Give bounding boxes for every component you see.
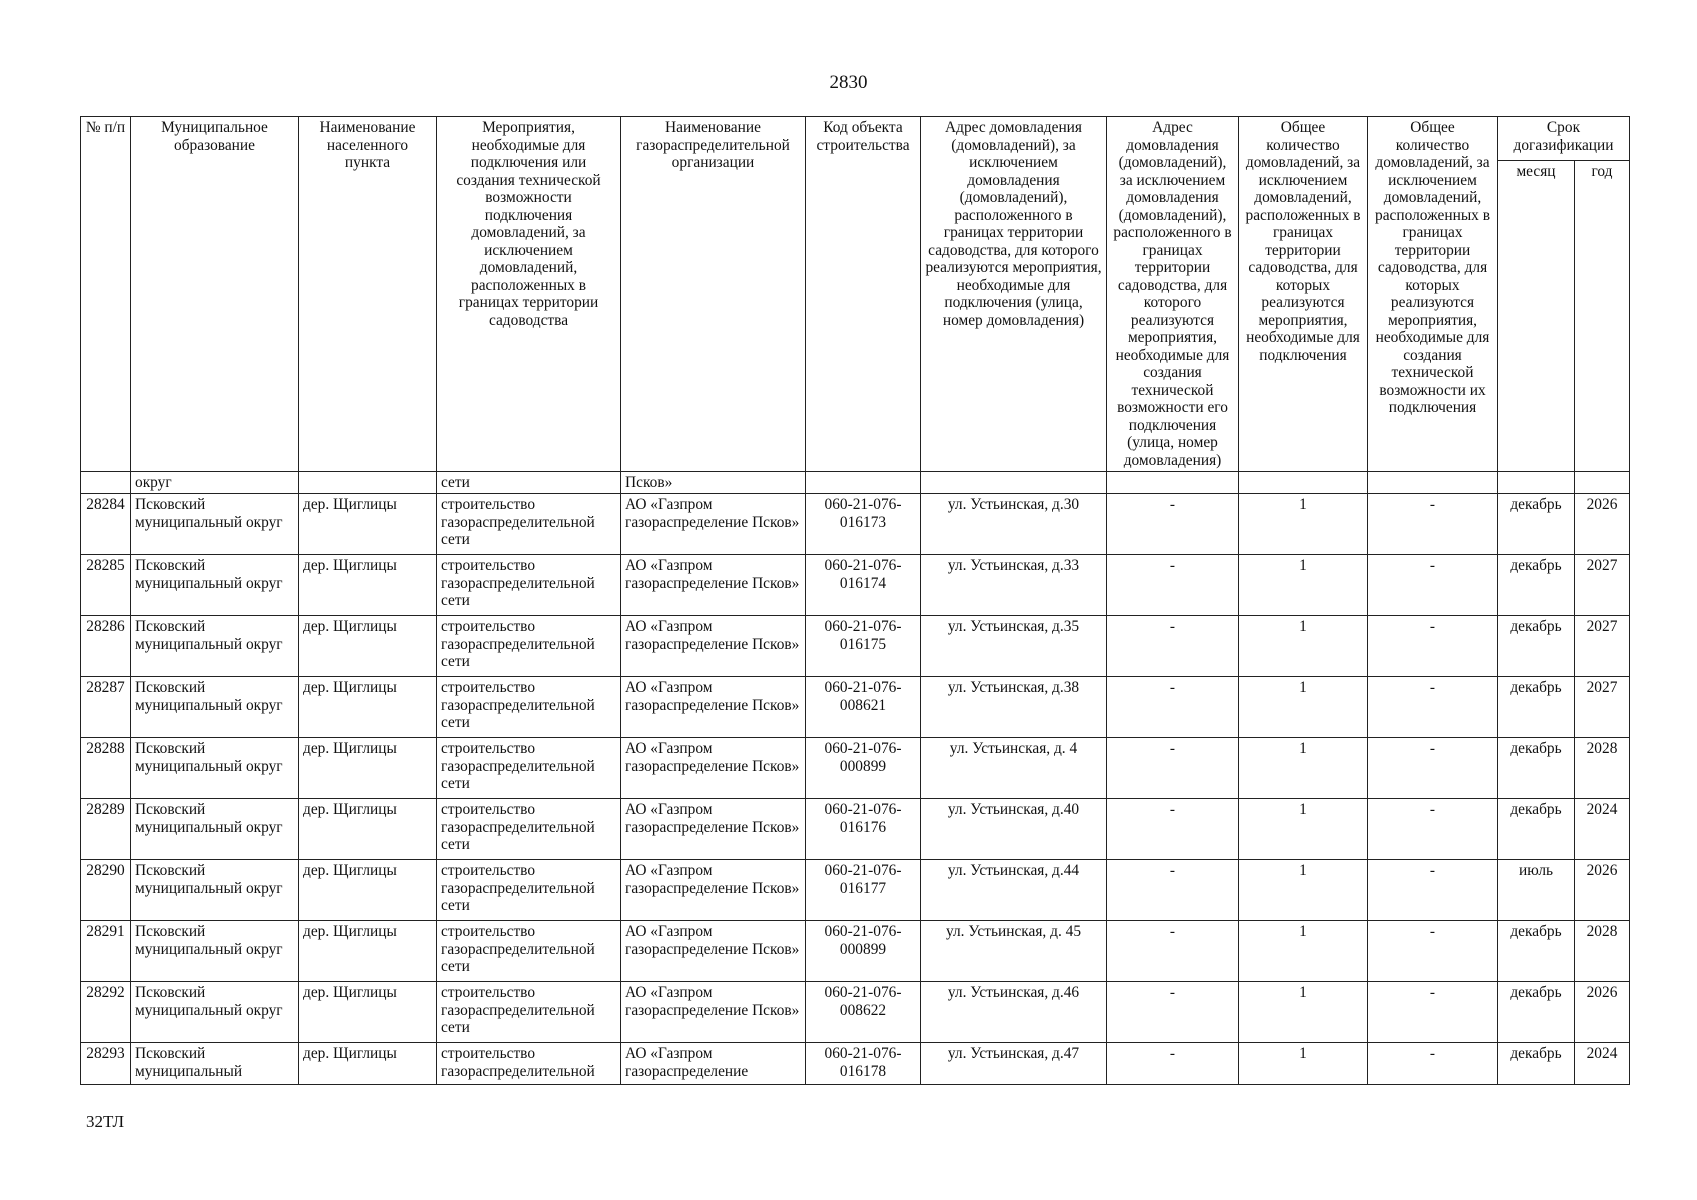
row-count-connect: 1 bbox=[1239, 1043, 1368, 1085]
row-number: 28290 bbox=[81, 860, 131, 921]
row-settlement: дер. Щиглицы bbox=[299, 799, 437, 860]
row-address-sadovodstvo: - bbox=[1107, 982, 1239, 1043]
row-month: декабрь bbox=[1498, 494, 1575, 555]
row-month: декабрь bbox=[1498, 799, 1575, 860]
row-number: 28288 bbox=[81, 738, 131, 799]
cont-municipality: округ bbox=[131, 472, 299, 494]
row-number: 28293 bbox=[81, 1043, 131, 1085]
row-gas-org: АО «Газпром газораспределение Псков» bbox=[621, 677, 806, 738]
row-count-connect: 1 bbox=[1239, 494, 1368, 555]
cont-settlement bbox=[299, 472, 437, 494]
row-municipality: Псковский муниципальный округ bbox=[131, 921, 299, 982]
row-count-sadovodstvo: - bbox=[1368, 799, 1498, 860]
page-number: 2830 bbox=[829, 72, 868, 93]
header-address-connect: Адрес домовладения (домовладений), за исключением домовладения (домовладений), расположенного в границах территории садоводства, для которого реализуются мероприятия, необходимые для подключения (улица, номер домовладения) bbox=[921, 117, 1107, 472]
continuation-row bbox=[81, 472, 1630, 494]
row-count-connect: 1 bbox=[1239, 860, 1368, 921]
row-count-connect: 1 bbox=[1239, 921, 1368, 982]
header-settlement: Наименование населенного пункта bbox=[299, 117, 437, 472]
row-object-code: 060-21-076-016173 bbox=[806, 494, 921, 555]
row-month: декабрь bbox=[1498, 982, 1575, 1043]
row-month: декабрь bbox=[1498, 921, 1575, 982]
row-count-connect: 1 bbox=[1239, 738, 1368, 799]
row-settlement: дер. Щиглицы bbox=[299, 616, 437, 677]
row-gas-org: АО «Газпром газораспределение Псков» bbox=[621, 738, 806, 799]
header-municipality: Муниципальное образование bbox=[131, 117, 299, 472]
row-count-connect: 1 bbox=[1239, 799, 1368, 860]
row-number: 28292 bbox=[81, 982, 131, 1043]
header-measures: Мероприятия, необходимые для подключения или создания технической возможности подключения домовладений, за исключением домовладений, расположенных в границах территории садоводства bbox=[437, 117, 621, 472]
cont-month bbox=[1498, 472, 1575, 494]
row-gas-org: АО «Газпром газораспределение Псков» bbox=[621, 799, 806, 860]
row-address-sadovodstvo: - bbox=[1107, 738, 1239, 799]
row-municipality: Псковский муниципальный округ bbox=[131, 616, 299, 677]
header-month: месяц bbox=[1498, 160, 1575, 471]
document-code: 32ТЛ bbox=[86, 1112, 125, 1131]
row-measures: строительство газораспределительной сети bbox=[437, 738, 621, 799]
cont-num bbox=[81, 472, 131, 494]
row-settlement: дер. Щиглицы bbox=[299, 982, 437, 1043]
row-count-sadovodstvo: - bbox=[1368, 860, 1498, 921]
row-object-code: 060-21-076-016178 bbox=[806, 1043, 921, 1085]
row-municipality: Псковский муниципальный округ bbox=[131, 494, 299, 555]
row-address-sadovodstvo: - bbox=[1107, 677, 1239, 738]
cont-address2 bbox=[1107, 472, 1239, 494]
table-row bbox=[81, 494, 1630, 555]
row-number: 28291 bbox=[81, 921, 131, 982]
table-row bbox=[81, 616, 1630, 677]
row-year: 2024 bbox=[1575, 1043, 1630, 1085]
row-measures: строительство газораспределительной сети bbox=[437, 982, 621, 1043]
row-year: 2027 bbox=[1575, 677, 1630, 738]
row-settlement: дер. Щиглицы bbox=[299, 555, 437, 616]
row-settlement: дер. Щиглицы bbox=[299, 1043, 437, 1085]
row-address: ул. Устьинская, д.30 bbox=[921, 494, 1107, 555]
header-deadline: Срок догазификации bbox=[1498, 117, 1630, 161]
cont-measures: сети bbox=[437, 472, 621, 494]
row-count-sadovodstvo: - bbox=[1368, 677, 1498, 738]
header-gas-org: Наименование газораспределительной организации bbox=[621, 117, 806, 472]
row-year: 2026 bbox=[1575, 982, 1630, 1043]
table-row bbox=[81, 738, 1630, 799]
cont-count2 bbox=[1368, 472, 1498, 494]
row-measures: строительство газораспределительной сети bbox=[437, 921, 621, 982]
row-settlement: дер. Щиглицы bbox=[299, 738, 437, 799]
row-address-sadovodstvo: - bbox=[1107, 616, 1239, 677]
row-municipality: Псковский муниципальный округ bbox=[131, 677, 299, 738]
table-row bbox=[81, 677, 1630, 738]
row-address: ул. Устьинская, д.33 bbox=[921, 555, 1107, 616]
row-year: 2028 bbox=[1575, 921, 1630, 982]
row-month: декабрь bbox=[1498, 677, 1575, 738]
header-num: № п/п bbox=[81, 117, 131, 472]
row-municipality: Псковский муниципальный округ bbox=[131, 799, 299, 860]
row-measures: строительство газораспределительной bbox=[437, 1043, 621, 1085]
table-row bbox=[81, 799, 1630, 860]
row-settlement: дер. Щиглицы bbox=[299, 494, 437, 555]
row-address: ул. Устьинская, д.44 bbox=[921, 860, 1107, 921]
row-year: 2027 bbox=[1575, 555, 1630, 616]
row-address: ул. Устьинская, д.46 bbox=[921, 982, 1107, 1043]
row-object-code: 060-21-076-008622 bbox=[806, 982, 921, 1043]
row-object-code: 060-21-076-016176 bbox=[806, 799, 921, 860]
row-month: декабрь bbox=[1498, 1043, 1575, 1085]
row-municipality: Псковский муниципальный bbox=[131, 1043, 299, 1085]
row-measures: строительство газораспределительной сети bbox=[437, 555, 621, 616]
cont-year bbox=[1575, 472, 1630, 494]
row-settlement: дер. Щиглицы bbox=[299, 677, 437, 738]
row-count-sadovodstvo: - bbox=[1368, 738, 1498, 799]
row-address-sadovodstvo: - bbox=[1107, 555, 1239, 616]
table-row bbox=[81, 921, 1630, 982]
row-gas-org: АО «Газпром газораспределение bbox=[621, 1043, 806, 1085]
row-number: 28287 bbox=[81, 677, 131, 738]
row-month: декабрь bbox=[1498, 738, 1575, 799]
row-gas-org: АО «Газпром газораспределение Псков» bbox=[621, 555, 806, 616]
table-row bbox=[81, 555, 1630, 616]
table-row bbox=[81, 982, 1630, 1043]
header-object-code: Код объекта строительства bbox=[806, 117, 921, 472]
gasification-table bbox=[80, 116, 1630, 1085]
row-year: 2027 bbox=[1575, 616, 1630, 677]
row-count-connect: 1 bbox=[1239, 982, 1368, 1043]
header-year: год bbox=[1575, 160, 1630, 471]
row-year: 2028 bbox=[1575, 738, 1630, 799]
row-address: ул. Устьинская, д.35 bbox=[921, 616, 1107, 677]
row-address: ул. Устьинская, д. 45 bbox=[921, 921, 1107, 982]
row-object-code: 060-21-076-016174 bbox=[806, 555, 921, 616]
row-object-code: 060-21-076-016177 bbox=[806, 860, 921, 921]
row-year: 2026 bbox=[1575, 860, 1630, 921]
header-count-sadovodstvo: Общее количество домовладений, за исключением домовладений, расположенных в границах территории садоводства, для которых реализуются мероприятия, необходимые для создания технической возможности их подключения bbox=[1368, 117, 1498, 472]
row-number: 28289 bbox=[81, 799, 131, 860]
row-count-connect: 1 bbox=[1239, 677, 1368, 738]
row-object-code: 060-21-076-000899 bbox=[806, 738, 921, 799]
row-count-sadovodstvo: - bbox=[1368, 555, 1498, 616]
row-measures: строительство газораспределительной сети bbox=[437, 860, 621, 921]
row-gas-org: АО «Газпром газораспределение Псков» bbox=[621, 494, 806, 555]
row-year: 2026 bbox=[1575, 494, 1630, 555]
row-object-code: 060-21-076-016175 bbox=[806, 616, 921, 677]
row-number: 28286 bbox=[81, 616, 131, 677]
row-municipality: Псковский муниципальный округ bbox=[131, 555, 299, 616]
cont-code bbox=[806, 472, 921, 494]
row-month: декабрь bbox=[1498, 616, 1575, 677]
row-number: 28285 bbox=[81, 555, 131, 616]
cont-count1 bbox=[1239, 472, 1368, 494]
header-address-sadovodstvo: Адрес домовладения (домовладений), за исключением домовладения (домовладений), расположенного в границах территории садоводства, для которого реализуются мероприятия, необходимые для создания технической возможности его подключения (улица, номер домовладения) bbox=[1107, 117, 1239, 472]
row-gas-org: АО «Газпром газораспределение Псков» bbox=[621, 616, 806, 677]
row-measures: строительство газораспределительной сети bbox=[437, 799, 621, 860]
row-gas-org: АО «Газпром газораспределение Псков» bbox=[621, 860, 806, 921]
row-count-connect: 1 bbox=[1239, 616, 1368, 677]
row-address: ул. Устьинская, д.47 bbox=[921, 1043, 1107, 1085]
row-address: ул. Устьинская, д. 4 bbox=[921, 738, 1107, 799]
row-address-sadovodstvo: - bbox=[1107, 799, 1239, 860]
row-number: 28284 bbox=[81, 494, 131, 555]
row-object-code: 060-21-076-008621 bbox=[806, 677, 921, 738]
row-address-sadovodstvo: - bbox=[1107, 921, 1239, 982]
cont-gas-org: Псков» bbox=[621, 472, 806, 494]
cont-address bbox=[921, 472, 1107, 494]
row-address: ул. Устьинская, д.40 bbox=[921, 799, 1107, 860]
table-row bbox=[81, 860, 1630, 921]
row-count-sadovodstvo: - bbox=[1368, 982, 1498, 1043]
row-address-sadovodstvo: - bbox=[1107, 860, 1239, 921]
table-row bbox=[81, 1043, 1630, 1085]
row-settlement: дер. Щиглицы bbox=[299, 921, 437, 982]
row-count-sadovodstvo: - bbox=[1368, 616, 1498, 677]
row-measures: строительство газораспределительной сети bbox=[437, 616, 621, 677]
row-municipality: Псковский муниципальный округ bbox=[131, 982, 299, 1043]
row-year: 2024 bbox=[1575, 799, 1630, 860]
row-month: декабрь bbox=[1498, 555, 1575, 616]
row-month: июль bbox=[1498, 860, 1575, 921]
row-count-connect: 1 bbox=[1239, 555, 1368, 616]
row-settlement: дер. Щиглицы bbox=[299, 860, 437, 921]
row-address-sadovodstvo: - bbox=[1107, 494, 1239, 555]
row-municipality: Псковский муниципальный округ bbox=[131, 860, 299, 921]
row-measures: строительство газораспределительной сети bbox=[437, 494, 621, 555]
row-object-code: 060-21-076-000899 bbox=[806, 921, 921, 982]
row-municipality: Псковский муниципальный округ bbox=[131, 738, 299, 799]
row-gas-org: АО «Газпром газораспределение Псков» bbox=[621, 982, 806, 1043]
header-count-connect: Общее количество домовладений, за исключением домовладений, расположенных в границах территории садоводства, для которых реализуются мероприятия, необходимые для подключения bbox=[1239, 117, 1368, 472]
row-address: ул. Устьинская, д.38 bbox=[921, 677, 1107, 738]
row-measures: строительство газораспределительной сети bbox=[437, 677, 621, 738]
row-count-sadovodstvo: - bbox=[1368, 921, 1498, 982]
row-count-sadovodstvo: - bbox=[1368, 494, 1498, 555]
row-address-sadovodstvo: - bbox=[1107, 1043, 1239, 1085]
row-gas-org: АО «Газпром газораспределение Псков» bbox=[621, 921, 806, 982]
row-count-sadovodstvo: - bbox=[1368, 1043, 1498, 1085]
